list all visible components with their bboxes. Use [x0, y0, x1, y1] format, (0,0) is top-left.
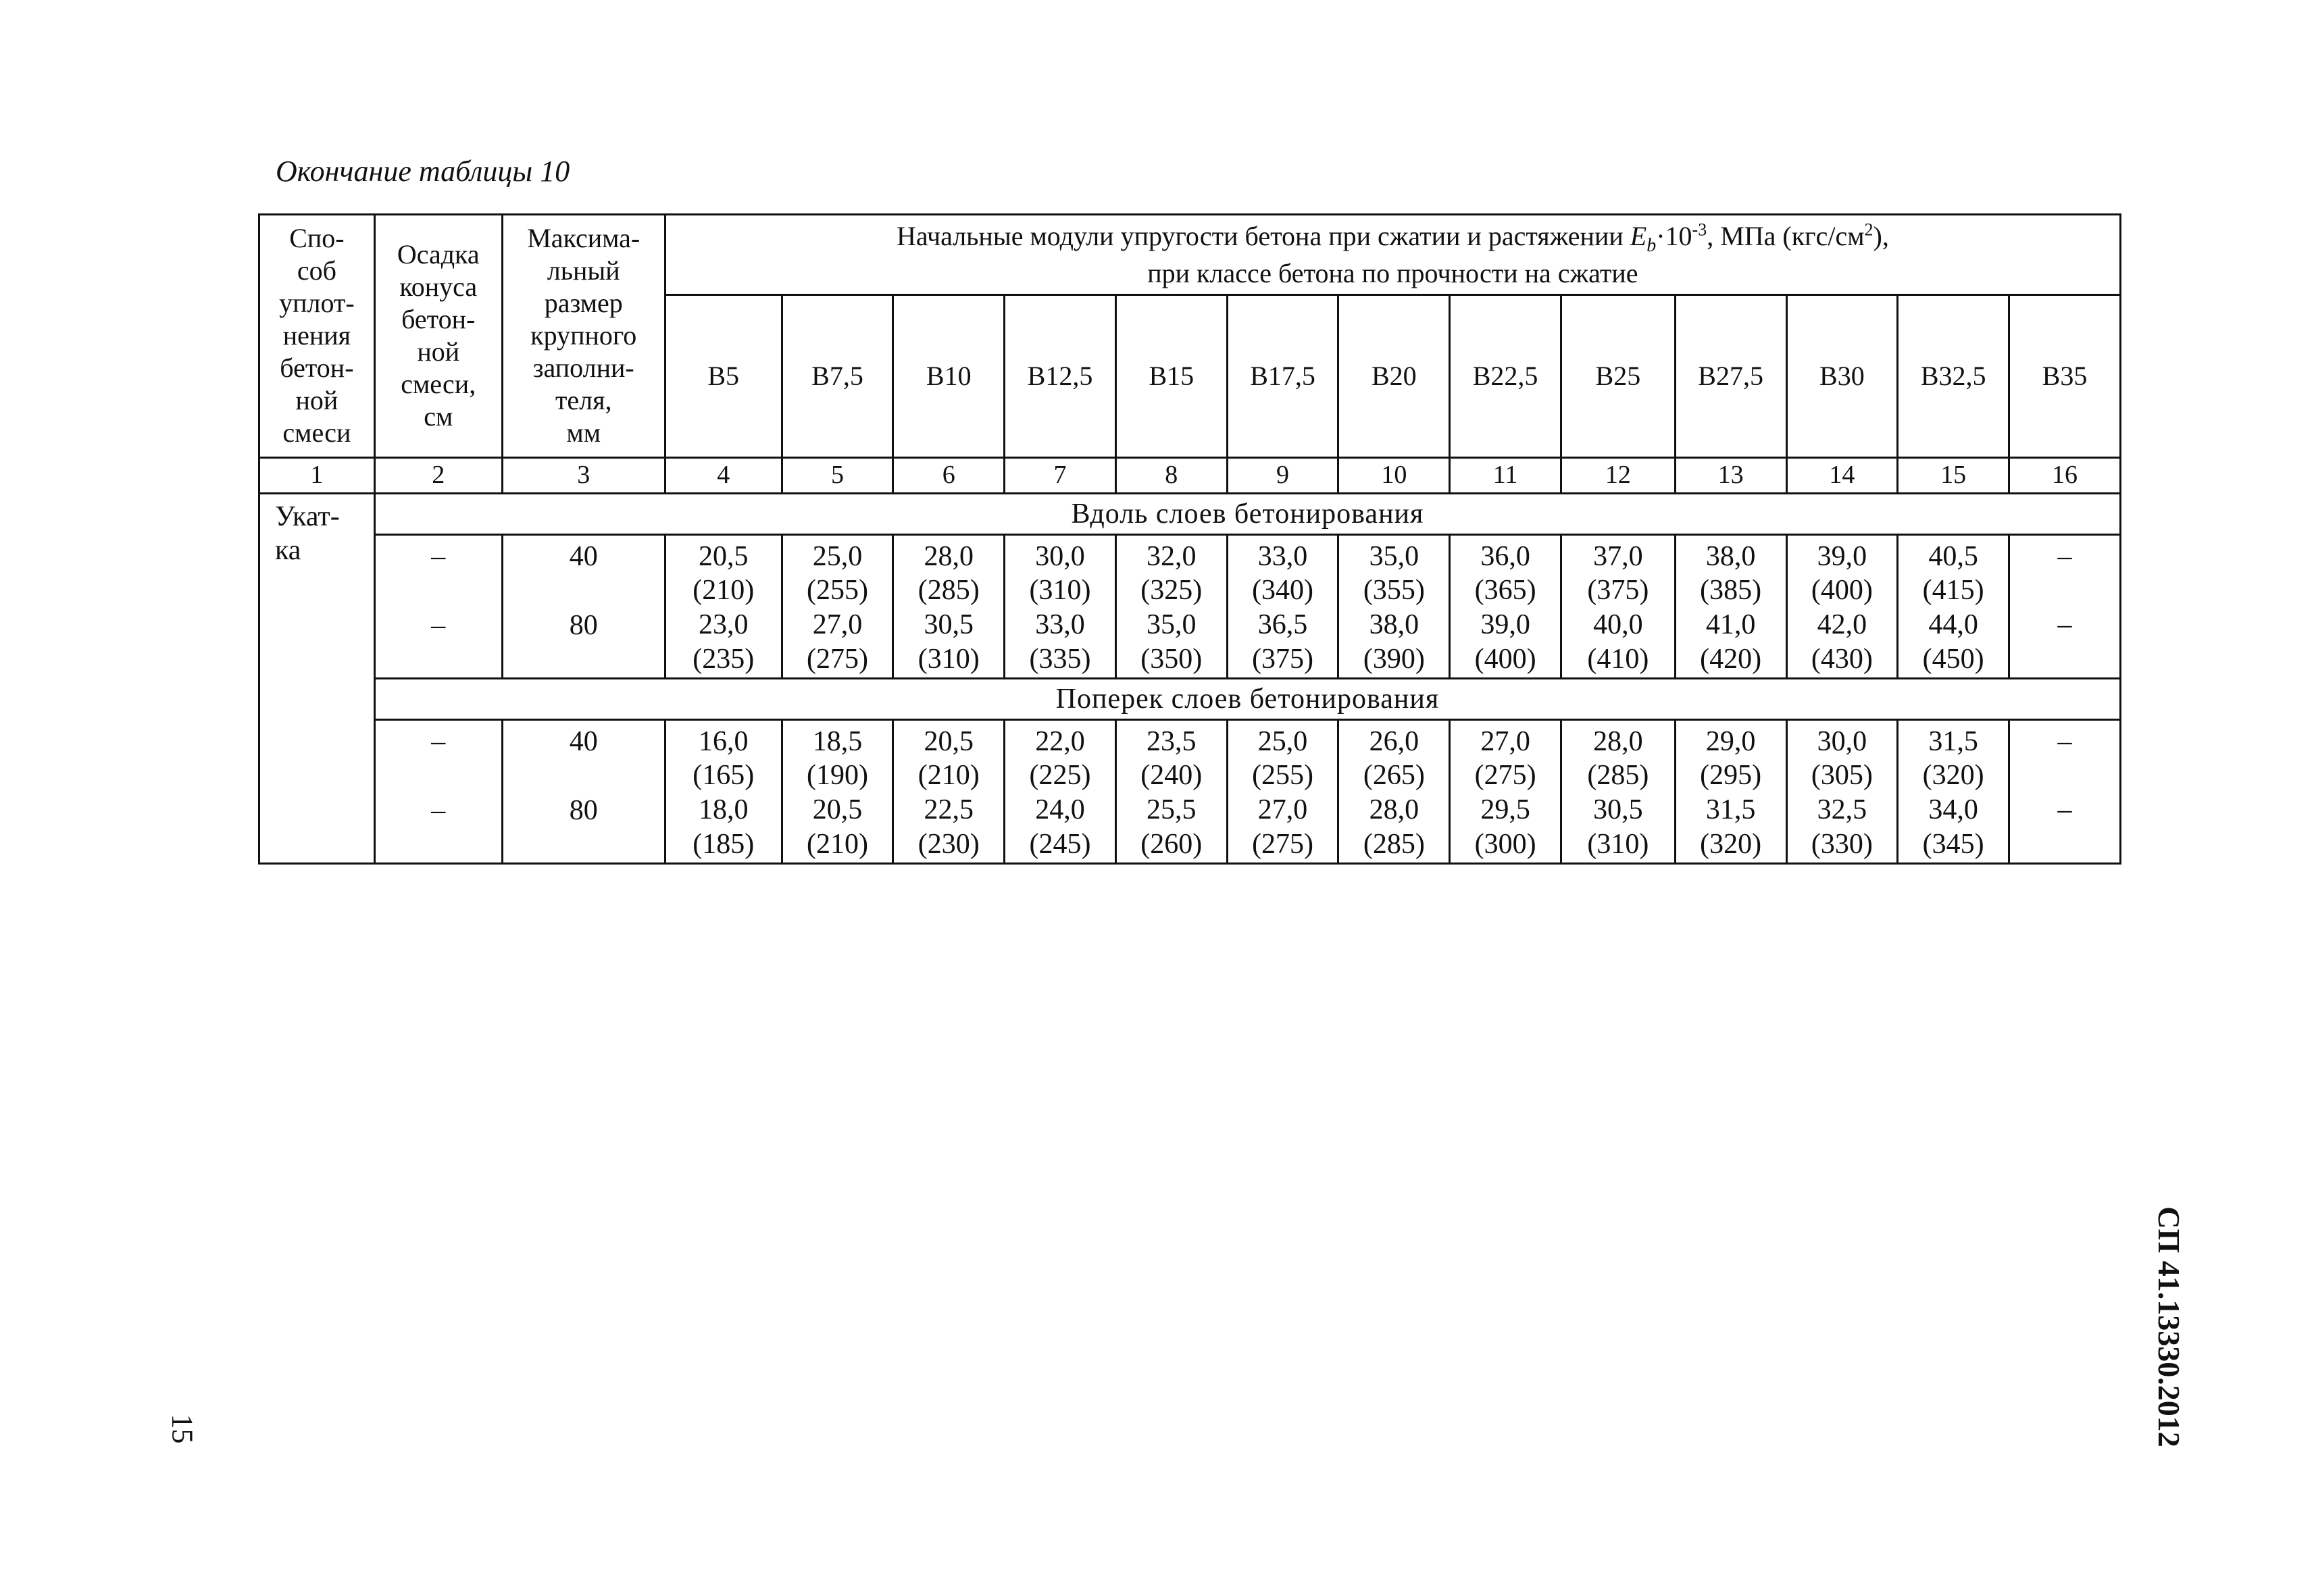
modulus-mpa: 23,0: [698, 609, 749, 641]
modulus-kgf: (185): [693, 828, 755, 860]
concrete-class-cell: B12,5: [1005, 294, 1116, 457]
modulus-kgf: (295): [1700, 760, 1762, 792]
modulus-mpa: 44,0: [1928, 609, 1978, 641]
modulus-mpa: 27,0: [1257, 794, 1308, 826]
modulus-mpa: 20,5: [924, 725, 974, 757]
slump-value: –: [431, 609, 446, 641]
modulus-mpa: 39,0: [1817, 540, 1867, 572]
modulus-mpa: 30,5: [1593, 794, 1643, 826]
modulus-mpa: 22,0: [1035, 725, 1085, 757]
column-number-cell: 9: [1227, 457, 1338, 493]
concrete-class-cell: B27,5: [1675, 294, 1786, 457]
compaction-method-line: Укат-: [275, 500, 340, 532]
modulus-value-cell: [1675, 534, 1786, 678]
aggregate-value: 80: [569, 794, 598, 826]
modulus-kgf: (400): [1474, 643, 1536, 675]
concrete-class-cell: B5: [665, 294, 782, 457]
header-slump: [374, 215, 502, 458]
header-modulus: [665, 215, 2120, 295]
modulus-mpa: 24,0: [1035, 794, 1085, 826]
modulus-mpa: 16,0: [698, 725, 749, 757]
section-data-row: [259, 534, 2121, 678]
modulus-mpa: 38,0: [1369, 609, 1419, 641]
modulus-kgf: (210): [807, 828, 868, 860]
modulus-kgf: (375): [1587, 575, 1649, 607]
modulus-kgf: (210): [917, 760, 980, 792]
modulus-kgf: (235): [693, 643, 755, 675]
modulus-kgf: (225): [1029, 760, 1091, 792]
modulus-kgf: (320): [1700, 828, 1762, 860]
document-code: СП 41.13330.2012: [2151, 1206, 2186, 1447]
modulus-mpa: 37,0: [1593, 540, 1643, 572]
modulus-mpa: 27,0: [812, 609, 863, 641]
modulus-mpa: 30,5: [924, 609, 974, 641]
table-caption: Окончание таблицы 10: [276, 155, 570, 188]
modulus-kgf: (450): [1922, 643, 1984, 675]
header-method-line: соб: [297, 255, 336, 286]
aggregate-cell: [502, 534, 665, 678]
modulus-mpa: 30,0: [1035, 540, 1085, 572]
modulus-mpa: 27,0: [1480, 725, 1530, 757]
modulus-kgf: (300): [1474, 828, 1536, 860]
modulus-kgf: (330): [1811, 828, 1873, 860]
modulus-kgf: (210): [693, 575, 755, 607]
modulus-kgf: [2010, 827, 2119, 862]
modulus-mpa: 25,0: [812, 540, 863, 572]
header-slump-line: см: [424, 401, 453, 432]
column-number-cell: 13: [1675, 457, 1786, 493]
header-aggregate-line: мм: [566, 417, 601, 448]
modulus-mpa: 18,5: [812, 725, 863, 757]
column-number-cell: 15: [1898, 457, 2009, 493]
modulus-mpa: 36,0: [1480, 540, 1530, 572]
modulus-kgf: (430): [1811, 643, 1873, 675]
modulus-value-cell: [1115, 719, 1227, 863]
modulus-value-cell: [1786, 534, 1898, 678]
aggregate-value: 80: [569, 609, 598, 641]
header-aggregate-line: крупного: [530, 320, 637, 351]
slump-value: –: [431, 540, 446, 572]
modulus-value-cell: [1227, 534, 1338, 678]
modulus-mpa: 22,5: [924, 794, 974, 826]
modulus-mpa: 23,5: [1147, 725, 1197, 757]
modulus-mpa: –: [2057, 725, 2072, 757]
column-number-cell: 7: [1005, 457, 1116, 493]
modulus-value-cell: [1786, 719, 1898, 863]
modulus-kgf: (335): [1029, 643, 1091, 675]
modulus-mpa: 39,0: [1480, 609, 1530, 641]
column-number-cell: 16: [2009, 457, 2121, 493]
page-number: 15: [166, 1414, 199, 1444]
modulus-mpa: 32,0: [1147, 540, 1197, 572]
modulus-value-cell: [1675, 719, 1786, 863]
modulus-kgf: (190): [807, 760, 868, 792]
modulus-mpa: 38,0: [1705, 540, 1756, 572]
modulus-kgf: (355): [1363, 575, 1425, 607]
modulus-mpa: 28,0: [924, 540, 974, 572]
modulus-kgf: (310): [917, 643, 980, 675]
modulus-kgf: [2010, 573, 2119, 608]
modulus-kgf: (275): [1474, 760, 1536, 792]
header-aggregate: [502, 215, 665, 458]
modulus-mpa: 29,0: [1705, 725, 1756, 757]
modulus-kgf: (375): [1252, 643, 1314, 675]
header-slump-line: Осадка: [397, 239, 480, 270]
modulus-kgf: (345): [1922, 828, 1984, 860]
modulus-kgf: (415): [1922, 575, 1984, 607]
header-slump-line: ной: [417, 336, 460, 367]
modulus-value-cell: [1005, 719, 1116, 863]
concrete-class-cell: B17,5: [1227, 294, 1338, 457]
modulus-kgf: (305): [1811, 760, 1873, 792]
header-method-line: Спо-: [289, 223, 345, 254]
modulus-kgf: (285): [1587, 760, 1649, 792]
column-number-cell: 1: [259, 457, 375, 493]
header-method-line: уплот-: [279, 288, 355, 319]
modulus-mpa: 35,0: [1369, 540, 1419, 572]
column-number-cell: 3: [502, 457, 665, 493]
modulus-kgf: (260): [1140, 828, 1203, 860]
modulus-kgf: (275): [1252, 828, 1314, 860]
concrete-class-cell: B32,5: [1898, 294, 2009, 457]
section-title-row: [259, 493, 2121, 534]
modulus-mpa: –: [2057, 540, 2072, 572]
concrete-class-cell: B22,5: [1450, 294, 1561, 457]
modulus-kgf: [2010, 642, 2119, 677]
modulus-kgf: (275): [807, 643, 868, 675]
modulus-value-cell: [665, 719, 782, 863]
concrete-class-cell: B35: [2009, 294, 2121, 457]
modulus-mpa: –: [2057, 609, 2072, 641]
modulus-value-cell: [1450, 719, 1561, 863]
modulus-mpa: 36,5: [1257, 609, 1308, 641]
modulus-value-cell: [1338, 719, 1450, 863]
modulus-kgf: (420): [1700, 643, 1762, 675]
modulus-mpa: 31,5: [1928, 725, 1978, 757]
modulus-mpa: –: [2057, 794, 2072, 826]
modulus-mpa: 33,0: [1257, 540, 1308, 572]
header-aggregate-line: теля,: [555, 385, 612, 416]
modulus-kgf: (285): [1363, 828, 1425, 860]
column-number-cell: 8: [1115, 457, 1227, 493]
modulus-mpa: 29,5: [1480, 794, 1530, 826]
column-number-cell: 5: [782, 457, 893, 493]
modulus-value-cell: [1898, 534, 2009, 678]
concrete-class-cell: B20: [1338, 294, 1450, 457]
column-number-cell: 2: [374, 457, 502, 493]
header-slump-line: смеси,: [401, 369, 476, 400]
header-aggregate-line: Максима-: [527, 223, 640, 254]
modulus-mpa: 40,0: [1593, 609, 1643, 641]
modulus-mpa: 31,5: [1705, 794, 1756, 826]
modulus-kgf: [2010, 758, 2119, 793]
column-number-cell: 14: [1786, 457, 1898, 493]
modulus-kgf: (285): [917, 575, 980, 607]
header-modulus-line2: при классе бетона по прочности на сжатие: [1147, 257, 1638, 288]
modulus-mpa: 18,0: [698, 794, 749, 826]
modulus-kgf: (340): [1252, 575, 1314, 607]
modulus-mpa: 20,5: [698, 540, 749, 572]
concrete-class-cell: B15: [1115, 294, 1227, 457]
header-method-line: смеси: [282, 417, 351, 448]
modulus-value-cell: [1005, 534, 1116, 678]
modulus-mpa: 28,0: [1593, 725, 1643, 757]
aggregate-value: 40: [569, 540, 598, 572]
modulus-kgf: (230): [917, 828, 980, 860]
compaction-method-cell: [259, 493, 375, 863]
modulus-kgf: (320): [1922, 760, 1984, 792]
concrete-class-cell: B7,5: [782, 294, 893, 457]
modulus-value-cell: [1450, 534, 1561, 678]
header-aggregate-line: заполни-: [532, 353, 634, 384]
modulus-mpa: 35,0: [1147, 609, 1197, 641]
modulus-kgf: (400): [1811, 575, 1873, 607]
modulus-value-cell: [1338, 534, 1450, 678]
section-data-row: [259, 719, 2121, 863]
header-row: [259, 215, 2121, 295]
modulus-mpa: 34,0: [1928, 794, 1978, 826]
modulus-mpa: 30,0: [1817, 725, 1867, 757]
header-method-line: бетон-: [280, 353, 354, 384]
header-method: [259, 215, 375, 458]
column-number-row: [259, 457, 2121, 493]
modulus-kgf: (255): [807, 575, 868, 607]
concrete-class-cell: B10: [893, 294, 1005, 457]
modulus-value-cell: [1227, 719, 1338, 863]
aggregate-value: 40: [569, 725, 598, 757]
slump-cell: [374, 534, 502, 678]
modulus-value-cell: [1115, 534, 1227, 678]
modulus-mpa: 25,5: [1147, 794, 1197, 826]
modulus-kgf: (265): [1363, 760, 1425, 792]
header-modulus-line1: Начальные модули упругости бетона при сжатии и растяжении $E_b\cdot 10^{-3}$, МПа $(кгс/см^2)$,: [896, 220, 1889, 257]
column-number-cell: 11: [1450, 457, 1561, 493]
modulus-mpa: 41,0: [1705, 609, 1756, 641]
modulus-table: [258, 213, 2121, 865]
column-number-cell: 12: [1561, 457, 1675, 493]
modulus-value-cell: [1561, 534, 1675, 678]
section-title: Вдоль слоев бетонирования: [374, 493, 2120, 534]
modulus-mpa: 42,0: [1817, 609, 1867, 641]
modulus-value-cell: [1561, 719, 1675, 863]
header-slump-line: бетон-: [401, 304, 476, 335]
modulus-mpa: 40,5: [1928, 540, 1978, 572]
modulus-mpa: 32,5: [1817, 794, 1867, 826]
modulus-kgf: (410): [1587, 643, 1649, 675]
modulus-mpa: 25,0: [1257, 725, 1308, 757]
column-number-cell: 6: [893, 457, 1005, 493]
modulus-kgf: (245): [1029, 828, 1091, 860]
section-title: Поперек слоев бетонирования: [374, 678, 2120, 719]
slump-cell: [374, 719, 502, 863]
modulus-value-cell: [782, 719, 893, 863]
modulus-value-cell: [893, 534, 1005, 678]
modulus-value-cell: [782, 534, 893, 678]
modulus-kgf: (310): [1029, 575, 1091, 607]
modulus-kgf: (365): [1474, 575, 1536, 607]
modulus-kgf: (310): [1587, 828, 1649, 860]
column-number-cell: 4: [665, 457, 782, 493]
modulus-value-cell: [665, 534, 782, 678]
modulus-kgf: (255): [1252, 760, 1314, 792]
slump-value: –: [431, 794, 446, 826]
header-aggregate-line: льный: [547, 255, 620, 286]
header-aggregate-line: размер: [544, 288, 623, 319]
section-title-row: [259, 678, 2121, 719]
modulus-kgf: (390): [1363, 643, 1425, 675]
modulus-value-cell: [2009, 534, 2121, 678]
modulus-value-cell: [2009, 719, 2121, 863]
modulus-kgf: (385): [1700, 575, 1762, 607]
concrete-class-cell: B30: [1786, 294, 1898, 457]
modulus-value-cell: [1898, 719, 2009, 863]
modulus-kgf: (165): [693, 760, 755, 792]
modulus-mpa: 28,0: [1369, 794, 1419, 826]
modulus-kgf: (240): [1140, 760, 1203, 792]
header-slump-line: конуса: [399, 272, 478, 303]
aggregate-cell: [502, 719, 665, 863]
modulus-kgf: (350): [1140, 643, 1203, 675]
header-method-line: нения: [282, 320, 351, 351]
column-number-cell: 10: [1338, 457, 1450, 493]
modulus-mpa: 33,0: [1035, 609, 1085, 641]
modulus-kgf: (325): [1140, 575, 1203, 607]
compaction-method-line: ка: [275, 535, 301, 567]
modulus-value-cell: [893, 719, 1005, 863]
concrete-class-cell: B25: [1561, 294, 1675, 457]
modulus-mpa: 26,0: [1369, 725, 1419, 757]
header-method-line: ной: [295, 385, 338, 416]
modulus-mpa: 20,5: [812, 794, 863, 826]
slump-value: –: [431, 725, 446, 757]
